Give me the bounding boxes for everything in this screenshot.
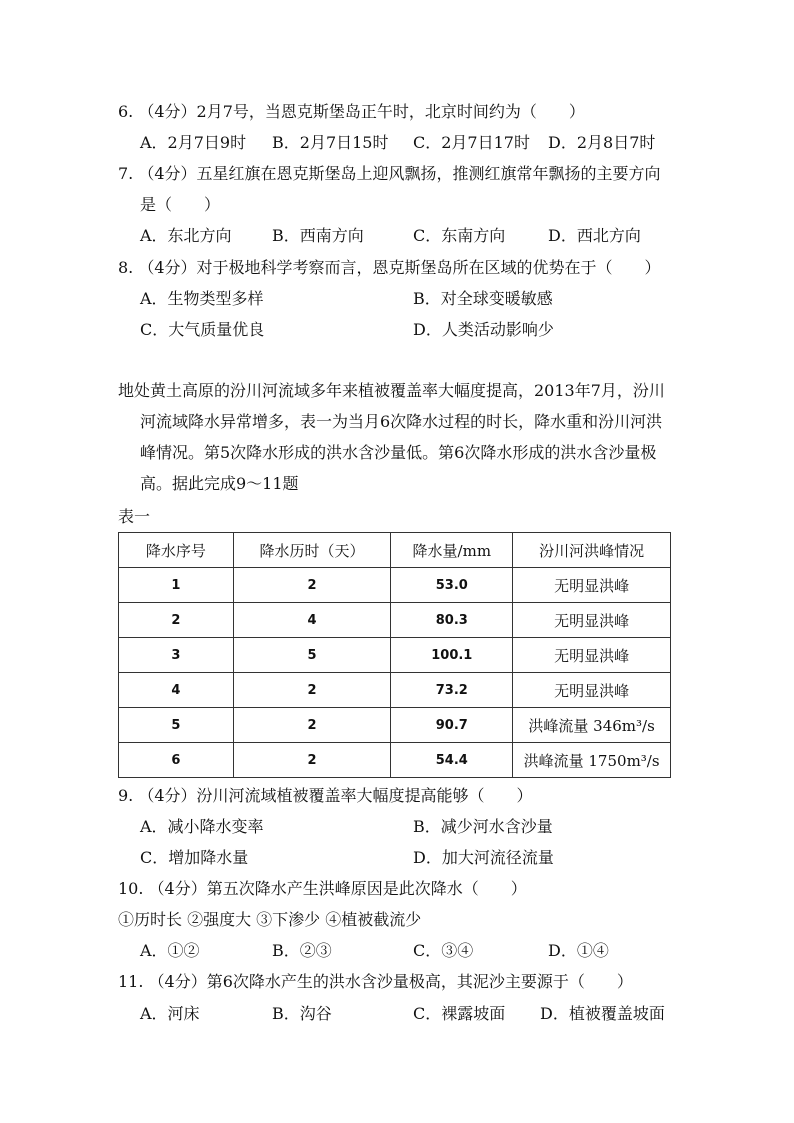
passage-line-2: 河流域降水异常增多，表一为当月6次降水过程的时长，降水重和汾川河洪	[140, 412, 663, 431]
q7-option-d: D．西北方向	[548, 226, 641, 245]
cell-rain-amount: 54.4	[391, 743, 513, 778]
passage-line-3: 峰情况。第5次降水形成的洪水含沙量低。第6次降水形成的洪水含沙量极	[140, 443, 657, 462]
table-header-row	[119, 533, 671, 568]
q8-option-d: D．人类活动影响少	[413, 320, 554, 339]
q10-choices: ①历时长 ②强度大 ③下渗少 ④植被截流少	[118, 910, 422, 929]
q9-option-c: C．增加降水量	[140, 848, 249, 867]
q11-option-b: B．沟谷	[272, 1004, 332, 1023]
header-rain-number: 降水序号	[119, 533, 234, 568]
q6-option-a: A．2月7日9时	[140, 133, 247, 152]
cell-rain-duration: 2	[233, 708, 391, 743]
q10-option-d: D．①④	[548, 941, 609, 960]
table-row	[119, 603, 671, 638]
q8-stem: 8. （4分）对于极地科学考察而言，恩克斯堡岛所在区域的优势在于（ ）	[118, 258, 661, 277]
q10-option-a: A．①②	[140, 941, 200, 960]
cell-rain-duration: 2	[233, 568, 391, 603]
q8-option-c: C．大气质量优良	[140, 320, 265, 339]
table-caption: 表一	[118, 507, 151, 526]
cell-rain-amount: 73.2	[391, 673, 513, 708]
table-row	[119, 673, 671, 708]
q11-option-d: D．植被覆盖坡面	[540, 1004, 665, 1023]
passage-line-4: 高。据此完成9～11题	[140, 474, 299, 493]
q11-option-c: C．裸露坡面	[413, 1004, 506, 1023]
q10-stem: 10. （4分）第五次降水产生洪峰原因是此次降水（ ）	[118, 879, 527, 898]
cell-flood-peak: 洪峰流量 346m³/s	[513, 708, 671, 743]
passage-line-1: 地处黄土高原的汾川河流域多年来植被覆盖率大幅度提高，2013年7月，汾川	[118, 381, 665, 400]
cell-rain-number: 4	[119, 673, 234, 708]
q6-option-b: B．2月7日15时	[272, 133, 389, 152]
cell-flood-peak: 无明显洪峰	[513, 638, 671, 673]
q10-option-c: C．③④	[413, 941, 474, 960]
q7-stem-line1: 7. （4分）五星红旗在恩克斯堡岛上迎风飘扬，推测红旗常年飘扬的主要方向	[118, 164, 661, 183]
cell-rain-amount: 90.7	[391, 708, 513, 743]
q8-option-a: A．生物类型多样	[140, 289, 264, 308]
cell-rain-amount: 80.3	[391, 603, 513, 638]
cell-rain-number: 5	[119, 708, 234, 743]
q9-option-d: D．加大河流径流量	[413, 848, 554, 867]
q7-option-b: B．西南方向	[272, 226, 364, 245]
cell-rain-number: 6	[119, 743, 234, 778]
table-row	[119, 638, 671, 673]
cell-flood-peak: 无明显洪峰	[513, 673, 671, 708]
table-row	[119, 708, 671, 743]
header-flood-peak: 汾川河洪峰情况	[513, 533, 671, 568]
header-rain-amount: 降水量/mm	[391, 533, 513, 568]
cell-rain-number: 1	[119, 568, 234, 603]
cell-flood-peak: 洪峰流量 1750m³/s	[513, 743, 671, 778]
cell-rain-number: 3	[119, 638, 234, 673]
q9-option-a: A．减小降水变率	[140, 817, 264, 836]
q7-stem-line2: 是（ ）	[140, 195, 221, 214]
q6-stem: 6. （4分）2月7号，当恩克斯堡岛正午时，北京时间约为（ ）	[118, 102, 585, 121]
cell-rain-duration: 5	[233, 638, 391, 673]
cell-flood-peak: 无明显洪峰	[513, 568, 671, 603]
cell-flood-peak: 无明显洪峰	[513, 603, 671, 638]
q9-stem: 9. （4分）汾川河流域植被覆盖率大幅度提高能够（ ）	[118, 786, 533, 805]
cell-rain-number: 2	[119, 603, 234, 638]
q7-option-a: A．东北方向	[140, 226, 232, 245]
q6-option-c: C．2月7日17时	[413, 133, 530, 152]
q7-option-c: C．东南方向	[413, 226, 506, 245]
cell-rain-amount: 100.1	[391, 638, 513, 673]
cell-rain-amount: 53.0	[391, 568, 513, 603]
cell-rain-duration: 4	[233, 603, 391, 638]
cell-rain-duration: 2	[233, 673, 391, 708]
q9-option-b: B．减少河水含沙量	[413, 817, 553, 836]
q8-option-b: B．对全球变暖敏感	[413, 289, 553, 308]
table-row	[119, 743, 671, 778]
rainfall-table	[118, 532, 671, 778]
table-row	[119, 568, 671, 603]
q11-stem: 11. （4分）第6次降水产生的洪水含沙量极高，其泥沙主要源于（ ）	[118, 972, 633, 991]
q6-option-d: D．2月8日7时	[548, 133, 656, 152]
q11-option-a: A．河床	[140, 1004, 200, 1023]
q10-option-b: B．②③	[272, 941, 332, 960]
cell-rain-duration: 2	[233, 743, 391, 778]
header-rain-duration: 降水历时（天）	[233, 533, 391, 568]
